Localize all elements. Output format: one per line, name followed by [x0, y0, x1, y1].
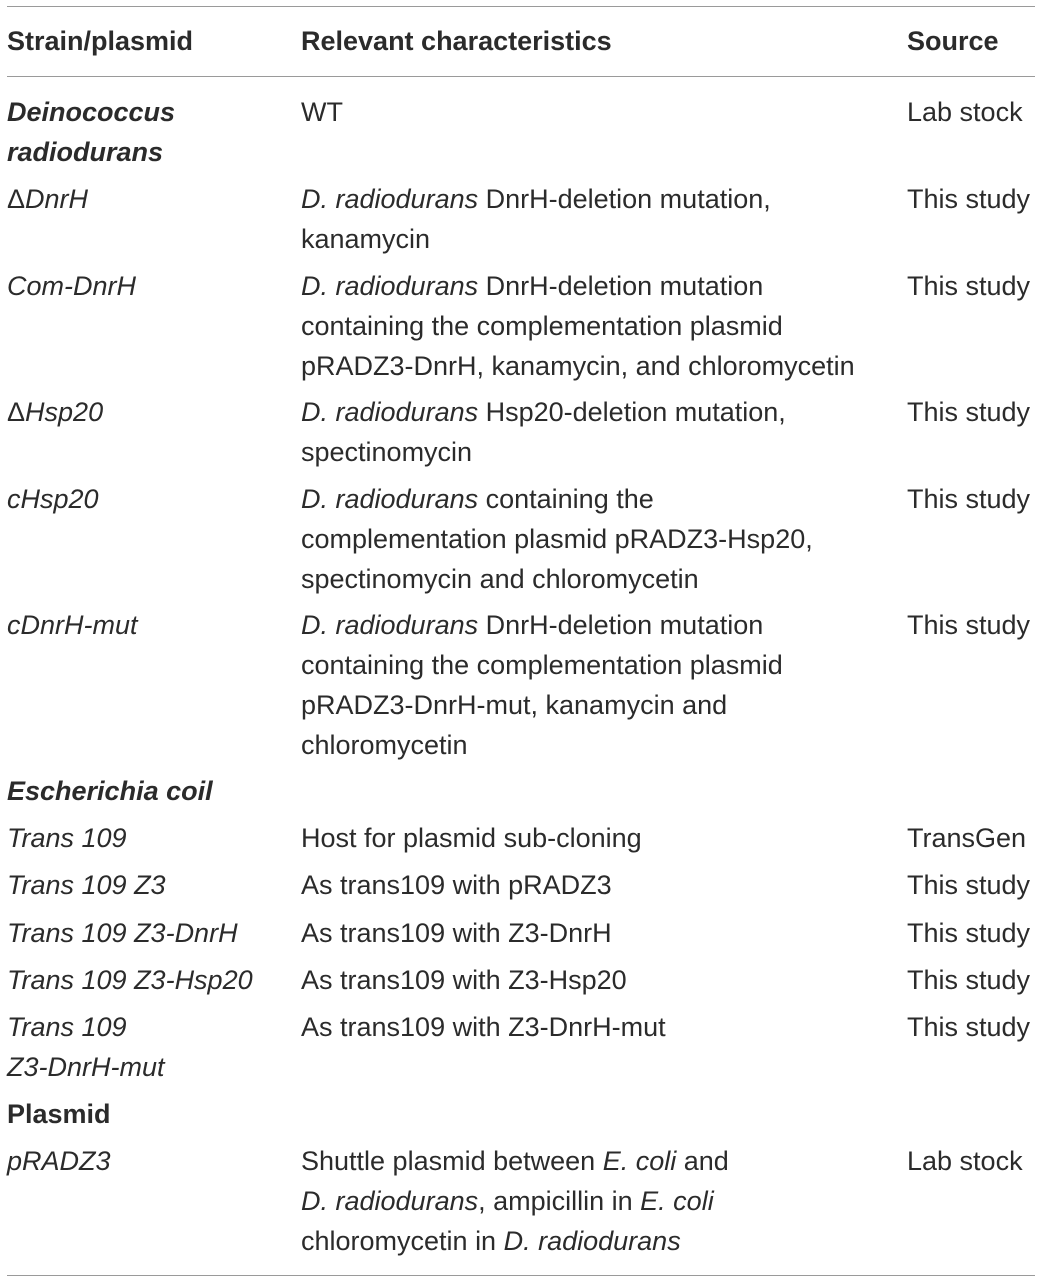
source-cell: This study [907, 397, 1031, 427]
characteristics-line [301, 266, 855, 306]
source-cell: This study [907, 870, 1031, 900]
characteristics-cell: WT [301, 97, 343, 127]
strain-cell: Com-DnrH [7, 271, 137, 301]
strain-line: Trans 109 [7, 1012, 127, 1042]
group-label-deinococcus [7, 92, 175, 172]
table-header-rule [7, 76, 1035, 77]
characteristics-line [301, 392, 786, 432]
characteristics-line [301, 1141, 729, 1181]
characteristics-line [301, 179, 771, 219]
characteristics-text: and [676, 1146, 729, 1176]
source-cell: Lab stock [907, 1146, 1023, 1176]
characteristics-cell: As trans109 with Z3-DnrH-mut [301, 1012, 666, 1042]
characteristics-cell [301, 605, 783, 765]
strain-name: DnrH [25, 184, 89, 214]
characteristics-cell [301, 179, 771, 259]
source-cell: This study [907, 965, 1031, 995]
characteristics-line: kanamycin [301, 224, 431, 254]
strain-cell: Trans 109 Z3 [7, 870, 166, 900]
organism-name: D. radiodurans [301, 271, 479, 301]
characteristics-cell: Host for plasmid sub-cloning [301, 823, 642, 853]
source-cell: Lab stock [907, 97, 1023, 127]
strain-cell: pRADZ3 [7, 1146, 111, 1176]
strain-cell: Trans 109 [7, 823, 127, 853]
characteristics-cell [301, 1141, 729, 1261]
organism-name: D. radiodurans [301, 1186, 479, 1216]
characteristics-line: spectinomycin and chloromycetin [301, 564, 699, 594]
table-bottom-rule [7, 1275, 1035, 1276]
delta-symbol: Δ [7, 184, 26, 214]
characteristics-cell: As trans109 with Z3-DnrH [301, 918, 612, 948]
characteristics-line: pRADZ3-DnrH-mut, kanamycin and [301, 690, 728, 720]
group-label-line: radiodurans [7, 137, 164, 167]
source-cell: This study [907, 918, 1031, 948]
characteristics-cell [301, 266, 855, 386]
organism-name: D. radiodurans [301, 397, 479, 427]
strain-line: Z3-DnrH-mut [7, 1052, 165, 1082]
characteristics-line: pRADZ3-DnrH, kanamycin, and chloromycetin [301, 351, 855, 381]
characteristics-cell [301, 392, 786, 472]
group-label-line: Deinococcus [7, 97, 176, 127]
organism-name: D. radiodurans [301, 610, 479, 640]
strain-cell [7, 392, 103, 432]
characteristics-line [301, 605, 783, 645]
source-cell: This study [907, 610, 1031, 640]
organism-name: D. radiodurans [503, 1226, 681, 1256]
characteristics-line: containing the complementation plasmid [301, 311, 783, 341]
organism-name: E. coli [640, 1186, 714, 1216]
characteristics-line: chloromycetin [301, 730, 468, 760]
source-cell: This study [907, 184, 1031, 214]
characteristics-line: spectinomycin [301, 437, 473, 467]
characteristics-text: , ampicillin in [478, 1186, 641, 1216]
strain-cell: cDnrH-mut [7, 610, 138, 640]
characteristics-cell: As trans109 with pRADZ3 [301, 870, 612, 900]
characteristics-cell [301, 479, 813, 599]
source-cell: TransGen [907, 823, 1027, 853]
group-label-ecoli: Escherichia coil [7, 776, 213, 806]
characteristics-line: complementation plasmid pRADZ3-Hsp20, [301, 524, 813, 554]
source-cell: This study [907, 484, 1031, 514]
delta-symbol: Δ [7, 397, 26, 427]
group-label-plasmid: Plasmid [7, 1099, 111, 1129]
characteristics-text: DnrH-deletion mutation, [478, 184, 771, 214]
strain-cell: Trans 109 Z3-Hsp20 [7, 965, 253, 995]
characteristics-line [301, 479, 813, 519]
source-cell: This study [907, 1012, 1031, 1042]
strain-cell [7, 179, 88, 219]
characteristics-cell: As trans109 with Z3-Hsp20 [301, 965, 627, 995]
characteristics-text: DnrH-deletion mutation [478, 610, 764, 640]
strain-name: Hsp20 [25, 397, 104, 427]
characteristics-text: chloromycetin in [301, 1226, 504, 1256]
organism-name: D. radiodurans [301, 184, 479, 214]
strain-cell [7, 1007, 165, 1087]
header-characteristics: Relevant characteristics [301, 26, 612, 56]
organism-name: D. radiodurans [301, 484, 479, 514]
organism-name: E. coli [602, 1146, 677, 1176]
characteristics-line [301, 1181, 729, 1221]
characteristics-text: DnrH-deletion mutation [478, 271, 764, 301]
header-strain: Strain/plasmid [7, 26, 194, 56]
characteristics-text: Shuttle plasmid between [301, 1146, 603, 1176]
header-source: Source [907, 26, 999, 56]
strain-cell: cHsp20 [7, 484, 99, 514]
source-cell: This study [907, 271, 1031, 301]
characteristics-line: containing the complementation plasmid [301, 650, 783, 680]
table-top-rule [7, 6, 1035, 7]
characteristics-line [301, 1221, 729, 1261]
strain-cell: Trans 109 Z3-DnrH [7, 918, 238, 948]
characteristics-text: Hsp20-deletion mutation, [478, 397, 786, 427]
characteristics-text: containing the [478, 484, 654, 514]
